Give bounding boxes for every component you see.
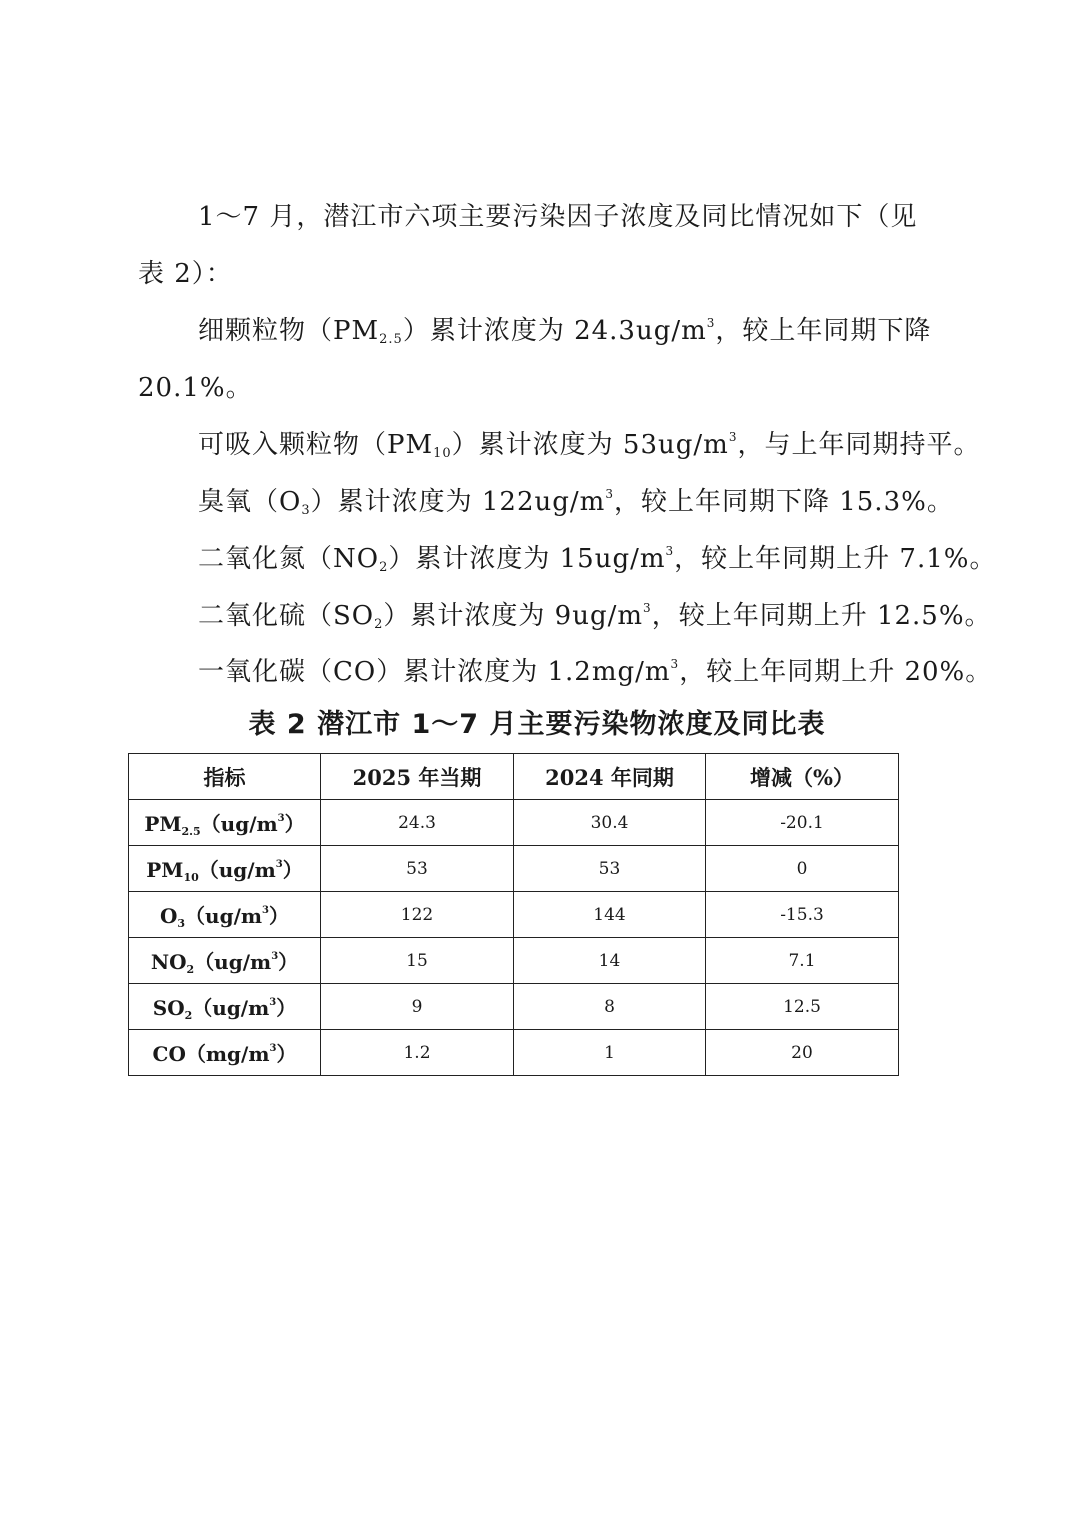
- cell-2025: 1.2: [321, 1030, 514, 1076]
- header-indicator: 指标: [129, 754, 321, 800]
- cell-change: 20: [706, 1030, 899, 1076]
- cell-2025: 122: [321, 892, 514, 938]
- intro-line-1: 1～7 月，潜江市六项主要污染因子浓度及同比情况如下（见: [198, 202, 918, 232]
- cell-change: -15.3: [706, 892, 899, 938]
- co-paragraph: 一氧化碳（CO）累计浓度为 $1.2mg/m^3$，较上年同期上升 20%。: [198, 657, 993, 687]
- row-label: $CO(mg/m^3)$: [129, 1030, 321, 1076]
- o3-paragraph: 臭氧$(O_3)$累计浓度为 $122ug/m^3$，较上年同期下降 15.3%。: [198, 487, 954, 518]
- table-row: [129, 938, 899, 984]
- table-title: 表 2 潜江市 1～7 月主要污染物浓度及同比表: [248, 709, 826, 740]
- cell-2025: 24.3: [321, 800, 514, 846]
- table-row: [129, 800, 899, 846]
- table-row: [129, 892, 899, 938]
- table-row: [129, 984, 899, 1030]
- pm25-paragraph: 细颗粒物$(PM_{2.5})$累计浓度为 $24.3ug/m^3$，较上年同期下降: [198, 316, 932, 347]
- cell-2024: 53: [514, 846, 706, 892]
- cell-change: 12.5: [706, 984, 899, 1030]
- intro-line-2: 表 2）：: [138, 259, 233, 289]
- cell-2024: 30.4: [514, 800, 706, 846]
- table-header-row: [129, 754, 899, 800]
- row-label: $SO_2(ug/m^3)$: [129, 984, 321, 1030]
- row-label: $PM_{10}(ug/m^3)$: [129, 846, 321, 892]
- table-row: [129, 1030, 899, 1076]
- so2-paragraph: 二氧化硫$(SO_2)$累计浓度为 $9ug/m^3$，较上年同期上升 12.5%。: [198, 601, 992, 632]
- cell-change: 7.1: [706, 938, 899, 984]
- pollutant-table: [128, 753, 899, 1076]
- header-2024: 2024 年同期: [514, 754, 706, 800]
- pm10-paragraph: 可吸入颗粒物$(PM_{10})$累计浓度为 $53ug/m^3$，与上年同期持平。: [198, 430, 981, 461]
- row-label: $O_3(ug/m^3)$: [129, 892, 321, 938]
- cell-change: -20.1: [706, 800, 899, 846]
- table-row: [129, 846, 899, 892]
- cell-2024: 8: [514, 984, 706, 1030]
- row-label: $NO_2(ug/m^3)$: [129, 938, 321, 984]
- row-label: $PM_{2.5}(ug/m^3)$: [129, 800, 321, 846]
- cell-2025: 9: [321, 984, 514, 1030]
- header-change: 增减（%）: [706, 754, 899, 800]
- cell-2024: 1: [514, 1030, 706, 1076]
- header-2025: 2025 年当期: [321, 754, 514, 800]
- cell-2024: 144: [514, 892, 706, 938]
- cell-2025: 15: [321, 938, 514, 984]
- cell-change: 0: [706, 846, 899, 892]
- cell-2024: 14: [514, 938, 706, 984]
- pm25-paragraph-line-2: 20.1%。: [138, 373, 253, 403]
- no2-paragraph: 二氧化氮$(NO_2)$累计浓度为 $15ug/m^3$，较上年同期上升 7.1%。: [198, 544, 997, 575]
- cell-2025: 53: [321, 846, 514, 892]
